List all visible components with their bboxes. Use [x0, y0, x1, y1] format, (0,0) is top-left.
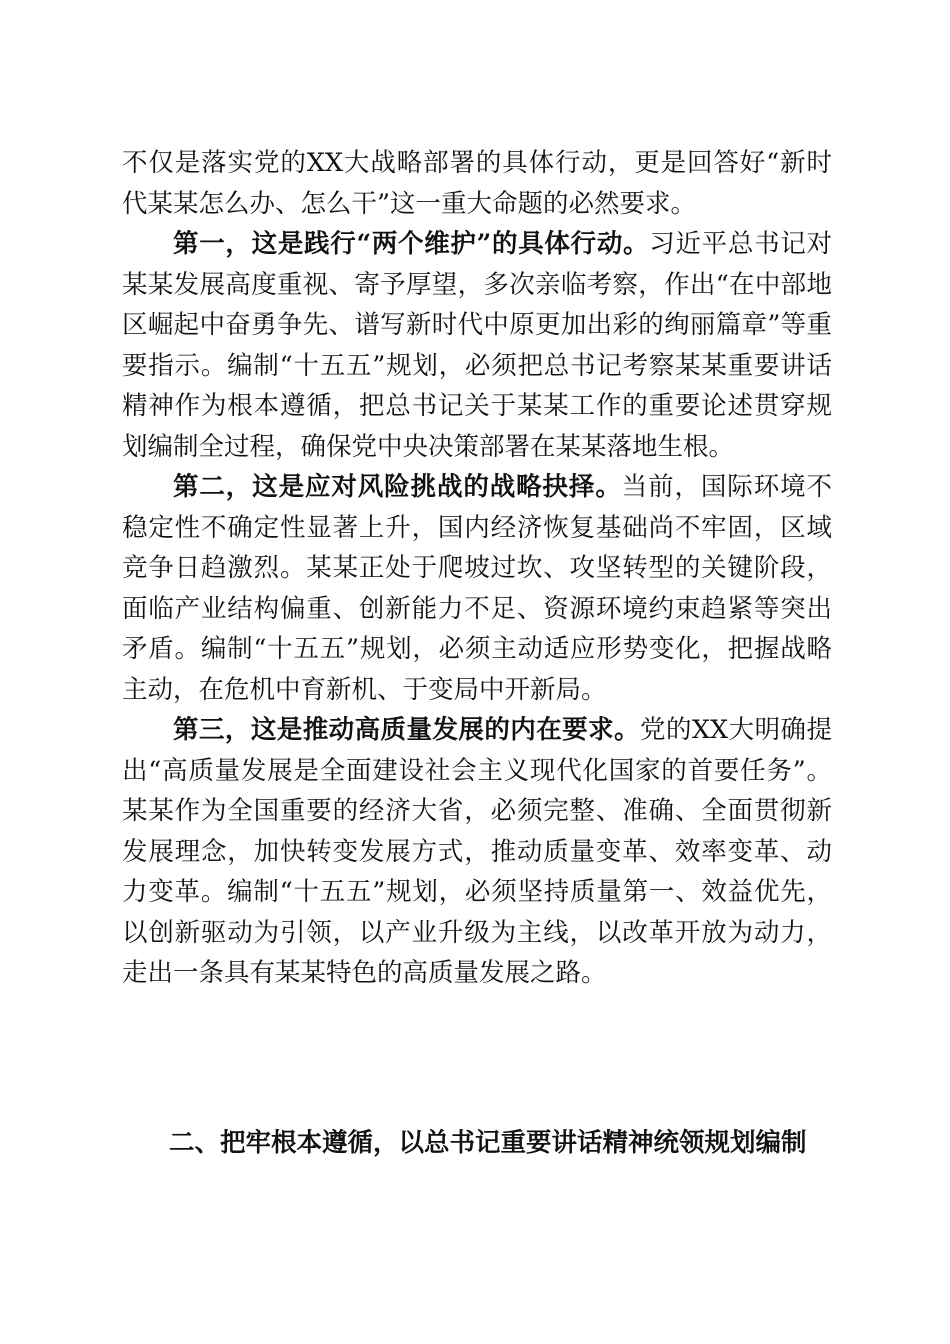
paragraph-continuation: [122, 143, 832, 224]
paragraph-lead-sentence: 第一，这是践行“两个维护”的具体行动。: [173, 229, 650, 259]
paragraph-text: 不仅是落实党的XX大战略部署的具体行动，更是回答好“新时代某某怎么办、怎么干”这一重大命题的必然要求。: [122, 148, 832, 219]
paragraph-lead-sentence: 第三，这是推动高质量发展的内在要求。: [173, 715, 641, 745]
paragraph-text: 习近平总书记对某某发展高度重视、寄予厚望，多次亲临考察，作出“在中部地区崛起中奋勇争先、谱写新时代中原更加出彩的绚丽篇章”等重要指示。编制“十五五”规划，必须把总书记考察某某重要讲话精神作为根本遵循，把总书记关于某某工作的重要论述贯穿规划编制全过程，确保党中央决策部署在某某落地生根。: [122, 229, 832, 462]
section-heading: 二、把牢根本遵循，以总书记重要讲话精神统领规划编制: [169, 1128, 807, 1158]
paragraph-third-point: [122, 710, 832, 994]
paragraph-first-point: [122, 224, 832, 467]
paragraph-text: 当前，国际环境不稳定性不确定性显著上升，国内经济恢复基础尚不牢固，区域竞争日趋激烈。某某正处于爬坡过坎、攻坚转型的关键阶段，面临产业结构偏重、创新能力不足、资源环境约束趋紧等突出矛盾。编制“十五五”规划，必须主动适应形势变化，把握战略主动，在危机中育新机、于变局中开新局。: [122, 472, 832, 705]
document-body: [122, 143, 832, 994]
paragraph-second-point: [122, 467, 832, 710]
paragraph-lead-sentence: 第二，这是应对风险挑战的战略抉择。: [173, 472, 622, 502]
paragraph-text: 党的XX大明确提出“高质量发展是全面建设社会主义现代化国家的首要任务”。某某作为全国重要的经济大省，必须完整、准确、全面贯彻新发展理念，加快转变发展方式，推动质量变革、效率变革、动力变革。编制“十五五”规划，必须坚持质量第一、效益优先，以创新驱动为引领，以产业升级为主线，以改革开放为动力，走出一条具有某某特色的高质量发展之路。: [122, 715, 832, 988]
